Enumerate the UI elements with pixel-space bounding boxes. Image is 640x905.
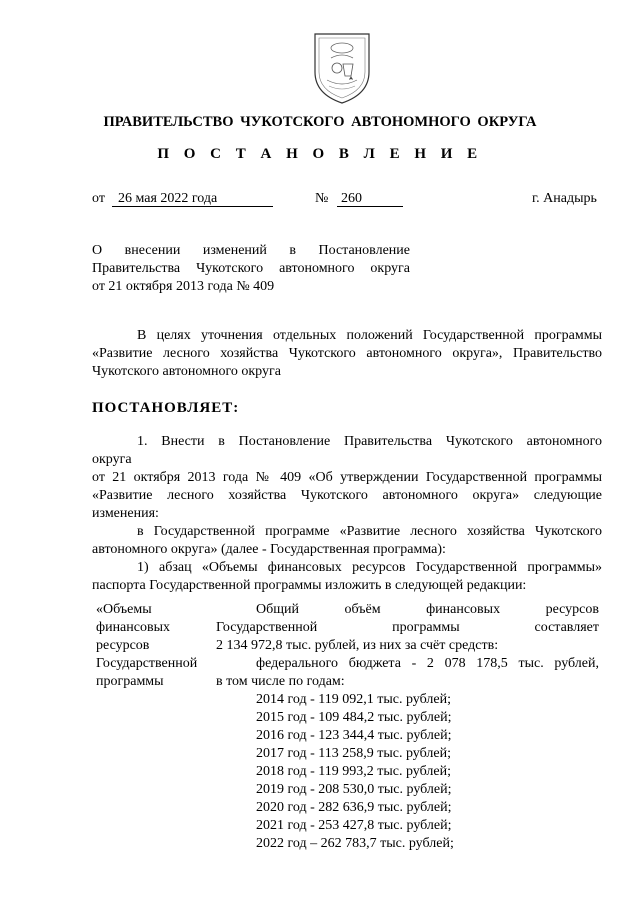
preamble-line: Чукотского автономного округа [92, 364, 281, 379]
coat-of-arms-emblem [309, 28, 375, 106]
document-number: 260 [337, 191, 403, 207]
table-right-line: федерального бюджета - 2 078 178,5 тыс. рублей, [256, 656, 599, 671]
number-sign: № [315, 191, 329, 206]
table-right-line: Государственной программы составляет [216, 620, 599, 635]
table-left-line: программы [96, 674, 164, 689]
date-prefix: от [92, 191, 105, 206]
item1-line: 1. Внести в Постановление Правительства Чукотского автономного [137, 434, 602, 449]
item1-line: изменения: [92, 506, 159, 521]
table-right-line: Общий объём финансовых ресурсов [256, 602, 599, 617]
year-amount-line: 2019 год - 208 530,0 тыс. рублей; [256, 782, 452, 797]
item1-line: от 21 октября 2013 года № 409 «Об утверждении Государственной программы [92, 470, 602, 485]
year-amount-line: 2022 год – 262 783,7 тыс. рублей; [256, 836, 454, 851]
table-left-line: ресурсов [96, 638, 150, 653]
document-type-title: П О С Т А Н О В Л Е Н И Е [157, 146, 483, 162]
program-line: в Государственной программе «Развитие лесного хозяйства Чукотского [137, 524, 602, 539]
table-left-line: «Объемы [96, 602, 152, 617]
year-amount-line: 2016 год - 123 344,4 тыс. рублей; [256, 728, 452, 743]
city: г. Анадырь [532, 191, 597, 206]
item1-line: «Развитие лесного хозяйства Чукотского автономного округа» следующие [92, 488, 602, 503]
table-right-line: 2 134 972,8 тыс. рублей, из них за счёт средств: [216, 638, 499, 653]
table-right-line: в том числе по годам: [216, 674, 345, 689]
subitem1-line: паспорта Государственной программы изложить в следующей редакции: [92, 578, 527, 593]
year-amount-line: 2021 год - 253 427,8 тыс. рублей; [256, 818, 452, 833]
subitem1-line: 1) абзац «Объемы финансовых ресурсов Государственной программы» [137, 560, 602, 575]
resolves-heading: ПОСТАНОВЛЯЕТ: [92, 400, 240, 416]
subject-line: от 21 октября 2013 года № 409 [92, 279, 275, 294]
item1-line: округа [92, 452, 132, 467]
preamble-line: В целях уточнения отдельных положений Государственной программы [137, 328, 602, 343]
table-left-line: финансовых [96, 620, 170, 635]
document-date: 26 мая 2022 года [112, 191, 273, 207]
subject-line: О внесении изменений в Постановление [92, 243, 410, 258]
table-left-line: Государственной [96, 656, 198, 671]
program-line: автономного округа» (далее - Государственная программа): [92, 542, 446, 557]
year-amount-line: 2018 год - 119 993,2 тыс. рублей; [256, 764, 451, 779]
subject-line: Правительства Чукотского автономного округа [92, 261, 410, 276]
year-amount-line: 2015 год - 109 484,2 тыс. рублей; [256, 710, 452, 725]
year-amount-line: 2014 год - 119 092,1 тыс. рублей; [256, 692, 451, 707]
year-amount-line: 2020 год - 282 636,9 тыс. рублей; [256, 800, 452, 815]
government-name: ПРАВИТЕЛЬСТВО ЧУКОТСКОГО АВТОНОМНОГО ОКРУГА [103, 114, 537, 130]
year-amount-line: 2017 год - 113 258,9 тыс. рублей; [256, 746, 451, 761]
preamble-line: «Развитие лесного хозяйства Чукотского автономного округа», Правительство [92, 346, 602, 361]
